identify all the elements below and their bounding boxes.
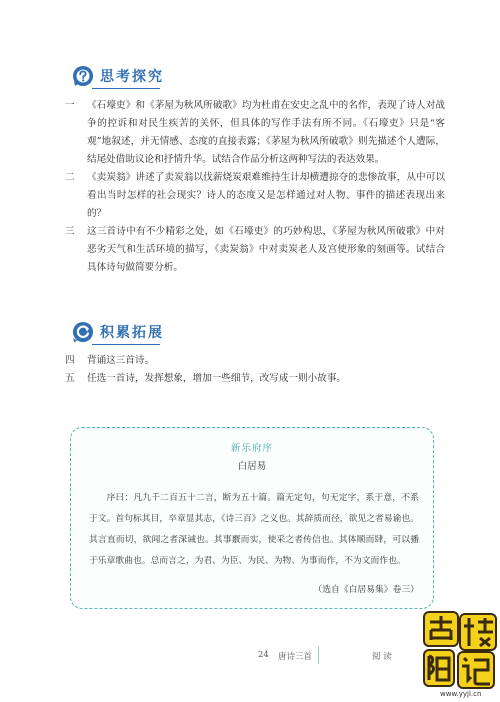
question-number: 一 bbox=[65, 100, 75, 111]
question-item bbox=[65, 352, 445, 370]
reading-author: 白居易 bbox=[237, 461, 267, 472]
question-text: 任选一首诗，发挥想象，增加一些细节，改写成一则小故事。 bbox=[87, 373, 347, 384]
reading-source: （选自《白居易集》卷三） bbox=[313, 585, 419, 595]
question-text: 《卖炭翁》讲述了卖炭翁以伐薪烧炭艰难维持生计却横遭掠夺的悲惨故事，从中可以看出当时怎样的社会现实？诗人的态度又是怎样通过对人物、事件的描述表现出来的？ bbox=[87, 172, 445, 219]
section-header-accumulate bbox=[72, 319, 164, 345]
section-title: 积累拓展 bbox=[100, 325, 164, 341]
site-logo-graphic bbox=[418, 608, 500, 698]
page-number: 24 bbox=[258, 650, 269, 660]
section-underline bbox=[92, 88, 160, 89]
site-logo bbox=[418, 608, 500, 698]
reading-title: 新乐府序 bbox=[230, 443, 273, 454]
reading-body: 序曰：凡九千二百五十二言，断为五十篇。篇无定句，句无定字，系于意，不系于文。首句标其目，卒章显其志，《诗三百》之义也。其辞质而径，欲见之者易谕也。其言直而切，欲闻之者深诫也。其事覈而实，使采之者传信也。其体顺而肆，可以播于乐章歌曲也。总而言之，为君、为臣、为民、为物、为事而作，不为文而作也。 bbox=[89, 493, 419, 566]
question-item bbox=[65, 169, 445, 223]
question-mark-icon bbox=[72, 65, 94, 87]
chapter-title: 唐诗三首 bbox=[278, 652, 313, 662]
refresh-arrow-icon bbox=[72, 321, 94, 343]
question-number: 三 bbox=[65, 226, 75, 237]
question-list bbox=[65, 352, 445, 388]
footer-section: 阅 读 bbox=[372, 652, 392, 662]
question-item bbox=[65, 97, 445, 169]
section-underline bbox=[92, 344, 160, 345]
question-text: 这三首诗中有不少精彩之处，如《石壕吏》的巧妙构思，《茅屋为秋风所破歌》中对恶劣天气和生活环境的描写，《卖炭翁》中对卖炭老人及宫使形象的刻画等。试结合具体诗句做简要分析。 bbox=[87, 226, 445, 273]
footer-divider bbox=[318, 646, 319, 664]
question-number: 二 bbox=[65, 172, 75, 183]
question-text: 《石壕吏》和《茅屋为秋风所破歌》均为杜甫在安史之乱中的名作，表现了诗人对战争的控诉和对民生疾苦的关怀，但具体的写作手法有所不同。《石壕吏》只是“客观”地叙述，并无情感、态度的直接表露；《茅屋为秋风所破歌》则先描述个人遭际，结尾处借助议论和抒情升华。试结合作品分析这两种写法的表达效果。 bbox=[87, 100, 445, 165]
question-number: 五 bbox=[65, 373, 75, 384]
question-list bbox=[65, 97, 445, 277]
reading-box bbox=[70, 427, 434, 609]
question-item bbox=[65, 370, 445, 388]
site-logo-url: www.yyjl.cn bbox=[440, 690, 482, 698]
question-text: 背诵这三首诗。 bbox=[87, 355, 155, 366]
section-title: 思考探究 bbox=[100, 69, 164, 85]
section-header-thinking bbox=[72, 63, 164, 89]
question-item bbox=[65, 223, 445, 277]
question-number: 四 bbox=[65, 355, 75, 366]
